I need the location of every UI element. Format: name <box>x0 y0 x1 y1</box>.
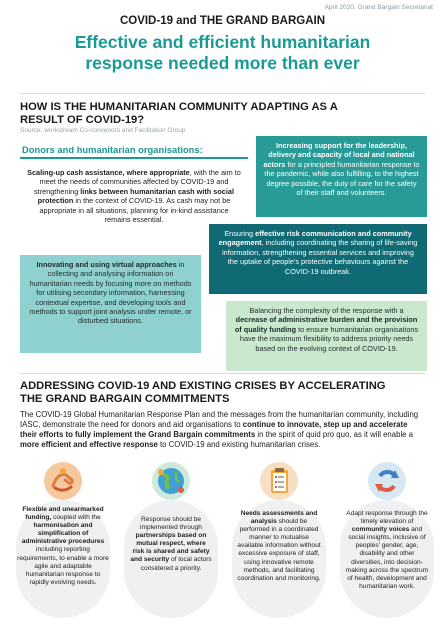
box-risk-bold-1: effective risk communication and community engagement <box>218 229 412 248</box>
body-text-1: in the spirit of quid pro quo, as it will enable a <box>255 430 414 439</box>
divider-middle <box>20 373 425 374</box>
box-cash-text-1: , with the aim to meet the needs of communities affected by COVID-19 and strengthening <box>34 168 241 196</box>
body-bold-2: more efficient and effective response <box>20 440 158 449</box>
box-virtual-text-1: in collecting and analysing information on humanitarian needs by focusing more on methods for utilising secondary information, harnessing contextual expertise, and developing tools and methods to support joint analysis under remote, or disturbed situations. <box>29 260 192 326</box>
page-title: COVID-19 and THE GRAND BARGAIN <box>119 15 326 27</box>
handshake-icon <box>44 462 82 500</box>
divider-top <box>20 93 425 94</box>
section2-heading <box>20 380 430 406</box>
clipboard-checklist-icon <box>260 462 298 500</box>
box-leadership-bold-1: Increasing support for the leadership, delivery and capacity of local and national actors <box>263 141 415 169</box>
circle4-text-0: Adapt response through the timely elevation of <box>346 510 428 526</box>
arrows-cycle-icon <box>368 462 406 500</box>
box-cash-bold-1: Scaling-up cash assistance, where appropriate <box>27 168 190 177</box>
section2-heading-line-2: THE GRAND BARGAIN COMMITMENTS <box>20 393 230 405</box>
body-bold-1: continue to innovate, step up and accelerate their efforts to fully implement the Grand Bargain commitments <box>20 420 408 439</box>
circle1-text-2: including reporting requirements, to enable a more agile and adaptable humanitarian response to rapidly evolving needs. <box>17 546 109 586</box>
circle1-text-1: coupled with the <box>51 514 101 522</box>
circle2-text-0: Response should be implemented through <box>140 516 202 532</box>
circle4-bold-1: community voices <box>351 526 410 534</box>
commitment-circles <box>10 462 435 622</box>
circle3-bold-1: Needs assessments and analysis <box>240 510 318 526</box>
headline-line-1: Effective and efficient humanitarian <box>74 32 371 52</box>
headline <box>20 32 425 74</box>
section2-heading-line-1: ADDRESSING COVID-19 AND EXISTING CRISES BY ACCELERATING <box>20 380 386 392</box>
box-balance-bold-1: decrease of administrative burden and the provision of quality funding <box>234 315 418 334</box>
box-balance-text-1: to ensure humanitarian organisations have the maximum flexibility to address priority needs based on the evolving context of COVID-19. <box>239 324 419 353</box>
globe-network-icon <box>152 462 190 500</box>
box-virtual-approaches <box>20 255 201 353</box>
box-risk-communication <box>209 224 427 294</box>
box-risk-text-0: Ensuring <box>224 229 256 238</box>
circle2-bold-1: partnerships based on mutual respect, where risk is shared and safety and security <box>130 532 210 564</box>
box-leadership-text-1: for a principled humanitarian response to the pandemic, while also fulfilling, to the highest degree possible, the duty of care for the safety of their staff and volunteers. <box>264 159 420 198</box>
circle-funding-text <box>16 506 110 587</box>
circle4-text-1: and social insights, inclusive of peoples' gender, age, disability and other diversities, into decision-making across the spectrum of health, development and humanitarian work. <box>345 526 429 590</box>
section1-heading-line-1: HOW IS THE HUMANITARIAN COMMUNITY ADAPTING AS A <box>20 101 338 113</box>
circle2-text-1: of local actors considered a priority. <box>140 556 212 572</box>
box-cash-bold-2: links between humanitarian cash with social protection <box>37 186 234 206</box>
body-text-2: to COVID-19 and existing humanitarian crises. <box>157 440 321 449</box>
box-administrative-burden <box>226 301 427 371</box>
donors-underline <box>20 157 248 159</box>
circle1-bold-1: Flexible and unearmarked funding, <box>22 506 104 522</box>
donors-label: Donors and humanitarian organisations: <box>22 144 203 155</box>
source-note: Source: workstream Co-convenors and Facilitation Group <box>20 127 186 134</box>
box-cash-text-2: in the context of COVID-19. As cash may not be appropriate in all situations, planning for in-kind assistance remains essential. <box>39 196 231 225</box>
circle-needs-text <box>237 510 321 583</box>
section1-heading-line-2: RESULT OF COVID-19? <box>20 114 145 126</box>
circle-community-text <box>344 510 430 591</box>
publication-meta: April 2020, Grand Bargain Secretariat <box>324 4 433 11</box>
circle-partnerships-text <box>130 516 212 573</box>
box-local-leadership <box>256 136 427 217</box>
box-risk-text-1: , including coordinating the sharing of life-saving information, strengthening essential services and improving the uptake of people's protective behaviours against the COVID-19 outbreak. <box>222 238 418 276</box>
headline-line-2: response needed more than ever <box>85 53 360 73</box>
section1-heading <box>20 101 430 127</box>
body-text-0: The COVID-19 Global Humanitarian Response Plan and the messages from the humanitarian community, including IASC, demonstrate the need for donors and aid organisations to <box>20 410 419 429</box>
box-balance-text-0: Balancing the complexity of the response with a <box>249 306 404 315</box>
circle1-bold-2: harmonisation and simplification of administrative procedures <box>21 522 105 546</box>
box-virtual-bold-1: Innovating and using virtual approaches <box>36 260 177 269</box>
section2-body <box>20 410 425 450</box>
circle3-text-1: should be performed in a coordinated manner to mutualise available information without excessive exposure of staff, using innovative remote methods, and facilitating coordination and monitoring. <box>237 518 321 582</box>
